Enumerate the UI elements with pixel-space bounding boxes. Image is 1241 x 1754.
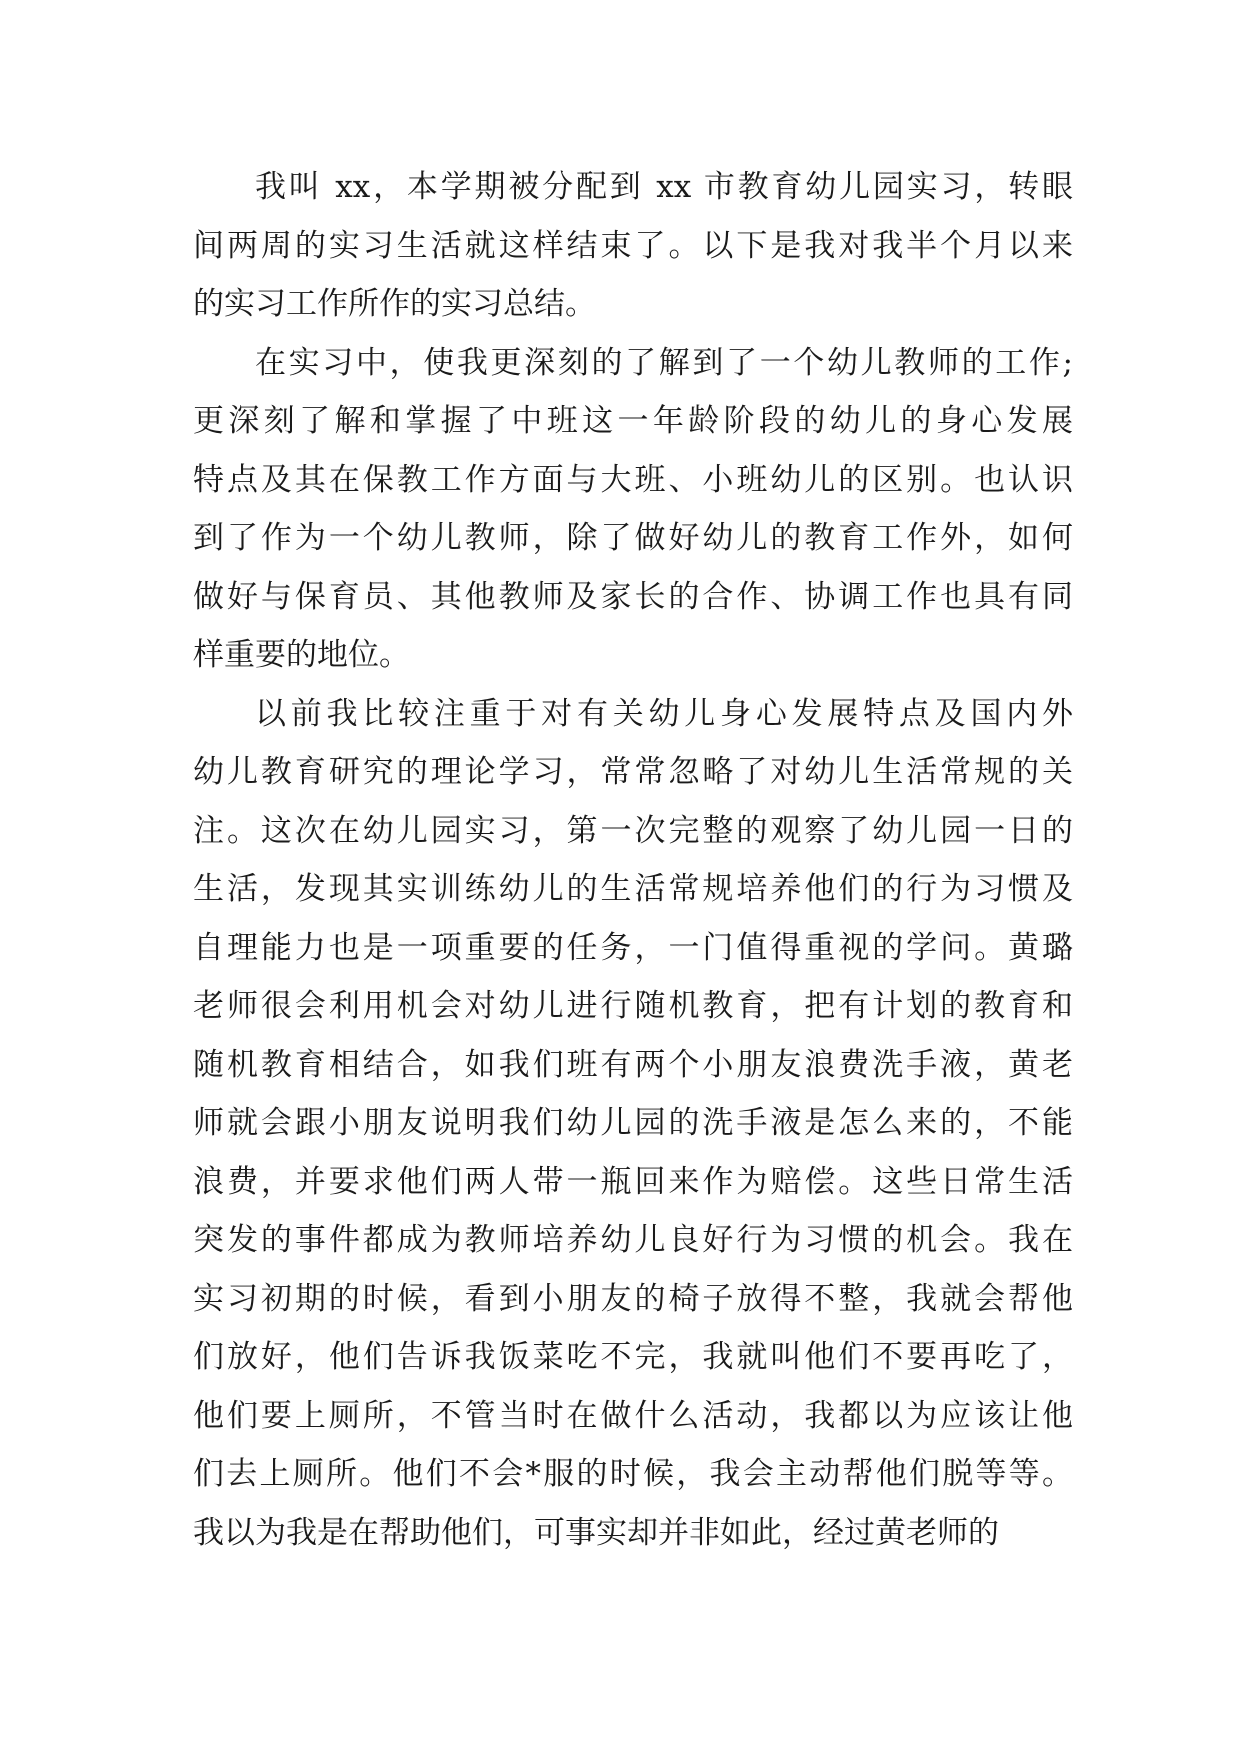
document-body	[193, 158, 1073, 1562]
text-line: 随机教育相结合，如我们班有两个小朋友浪费洗手液，黄老	[193, 1046, 1073, 1083]
text-line: 间两周的实习生活就这样结束了。以下是我对我半个月以来	[193, 227, 1073, 264]
text-line: 特点及其在保教工作方面与大班、小班幼儿的区别。也认识	[193, 461, 1073, 498]
text-line: 们放好，他们告诉我饭菜吃不完，我就叫他们不要再吃了，	[193, 1339, 1073, 1375]
text-line: 他们要上厕所，不管当时在做什么活动，我都以为应该让他	[193, 1397, 1073, 1434]
text-line: 的实习工作所作的实习总结。	[193, 286, 596, 322]
text-line: 突发的事件都成为教师培养幼儿良好行为习惯的机会。我在	[193, 1222, 1073, 1258]
text-line: 更深刻了解和掌握了中班这一年龄阶段的幼儿的身心发展	[193, 403, 1073, 439]
paragraph-3	[193, 685, 1073, 1563]
text-line: 浪费，并要求他们两人带一瓶回来作为赔偿。这些日常生活	[193, 1163, 1073, 1200]
text-line: 老师很会利用机会对幼儿进行随机教育，把有计划的教育和	[193, 988, 1073, 1024]
text-line: 在实习中，使我更深刻的了解到了一个幼儿教师的工作;	[255, 344, 1073, 381]
text-line: 们去上厕所。他们不会*服的时候，我会主动帮他们脱等等。	[193, 1456, 1073, 1492]
text-line: 师就会跟小朋友说明我们幼儿园的洗手液是怎么来的，不能	[193, 1105, 1073, 1141]
text-line: 做好与保育员、其他教师及家长的合作、协调工作也具有同	[193, 578, 1073, 615]
text-line: 样重要的地位。	[193, 637, 410, 673]
text-line: 生活，发现其实训练幼儿的生活常规培养他们的行为习惯及	[193, 871, 1073, 907]
paragraph-1	[193, 158, 1073, 334]
text-line: 实习初期的时候，看到小朋友的椅子放得不整，我就会帮他	[193, 1280, 1073, 1317]
text-line: 自理能力也是一项重要的任务，一门值得重视的学问。黄璐	[193, 929, 1073, 966]
text-line: 到了作为一个幼儿教师，除了做好幼儿的教育工作外，如何	[193, 520, 1073, 556]
text-line: 以前我比较注重于对有关幼儿身心发展特点及国内外	[255, 695, 1073, 732]
paragraph-2	[193, 334, 1073, 685]
text-line: 注。这次在幼儿园实习，第一次完整的观察了幼儿园一日的	[193, 812, 1073, 849]
text-line: 幼儿教育研究的理论学习，常常忽略了对幼儿生活常规的关	[193, 754, 1073, 790]
text-line: 我以为我是在帮助他们，可事实却并非如此，经过黄老师的	[193, 1514, 999, 1551]
text-line: 我叫 xx，本学期被分配到 xx 市教育幼儿园实习，转眼	[255, 169, 1073, 205]
